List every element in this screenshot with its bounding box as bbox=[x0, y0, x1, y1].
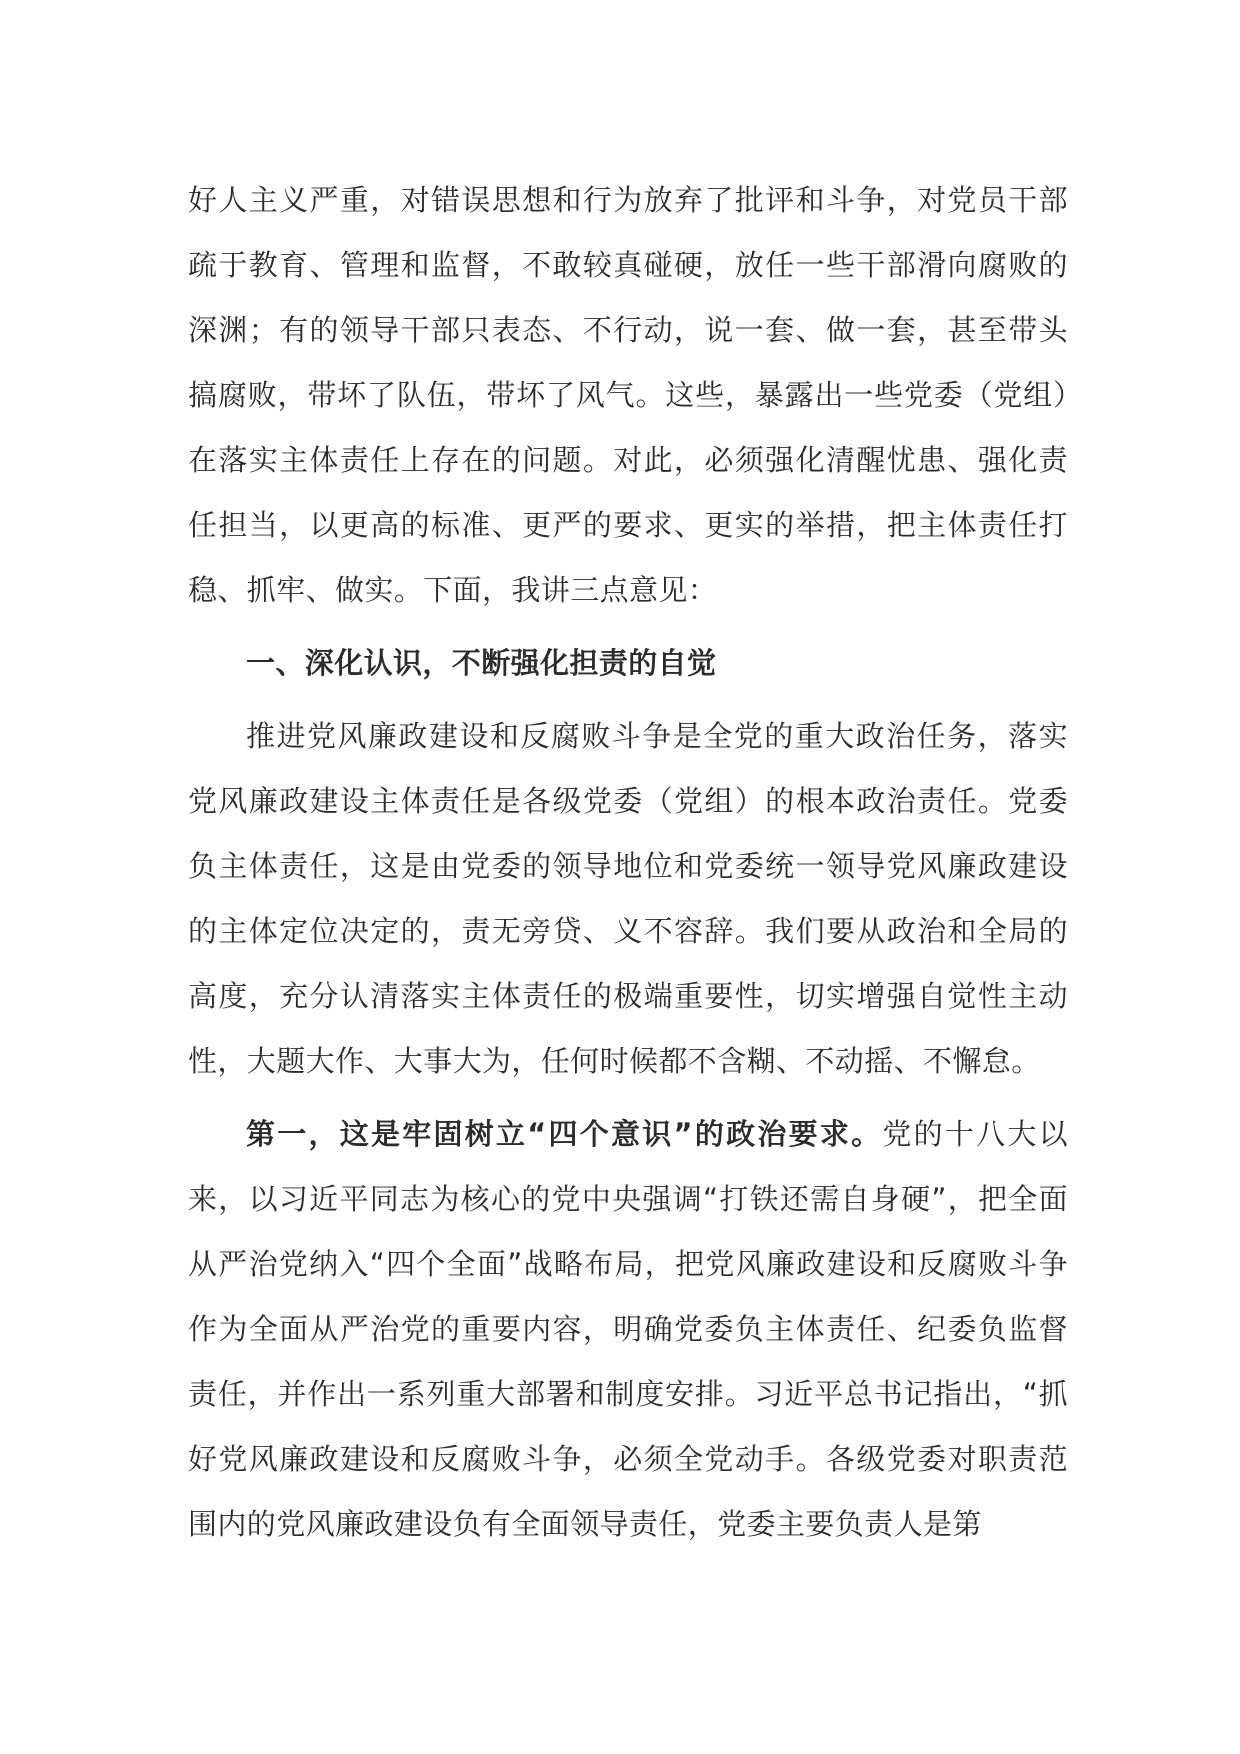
paragraph-3-body: 党的十八大以来，以习近平同志为核心的党中央强调“打铁还需自身硬”，把全面从严治党纳入“四个全面”战略布局，把党风廉政建设和反腐败斗争作为全面从严治党的重要内容，明确党委负主体责任、纪委负监督责任，并作出一系列重大部署和制度安排。习近平总书记指出，“抓好党风廉政建设和反腐败斗争，必须全党动手。各级党委对职责范围内的党风廉政建设负有全面领导责任，党委主要负责人是第 bbox=[188, 1117, 1068, 1541]
paragraph-3 bbox=[188, 1102, 1068, 1557]
paragraph-1: 好人主义严重，对错误思想和行为放弃了批评和斗争，对党员干部疏于教育、管理和监督，不敢较真碰硬，放任一些干部滑向腐败的深渊；有的领导干部只表态、不行动，说一套、做一套，甚至带头搞腐败，带坏了队伍，带坏了风气。这些，暴露出一些党委（党组）在落实主体责任上存在的问题。对此，必须强化清醒忧患、强化责任担当，以更高的标准、更严的要求、更实的举措，把主体责任打稳、抓牢、做实。下面，我讲三点意见： bbox=[188, 183, 1068, 607]
paragraph-3-lead: 第一，这是牢固树立“四个意识”的政治要求。 bbox=[246, 1117, 883, 1151]
section-heading-1: 一、深化认识，不断强化担责的自觉 bbox=[246, 646, 717, 680]
paragraph-2: 推进党风廉政建设和反腐败斗争是全党的重大政治任务，落实党风廉政建设主体责任是各级党委（党组）的根本政治责任。党委负主体责任，这是由党委的领导地位和党委统一领导党风廉政建设的主体定位决定的，责无旁贷、义不容辞。我们要从政治和全局的高度，充分认清落实主体责任的极端重要性，切实增强自觉性主动性，大题大作、大事大为，任何时候都不含糊、不动摇、不懈怠。 bbox=[188, 719, 1068, 1078]
document-body bbox=[188, 168, 1068, 1557]
